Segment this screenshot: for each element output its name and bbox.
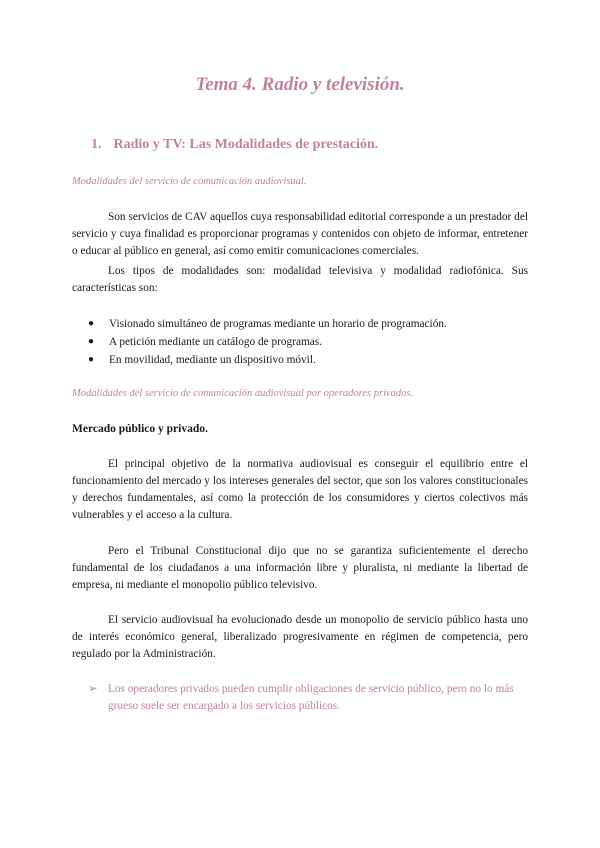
bullet-list — [88, 315, 528, 369]
list-item-text: A petición mediante un catálogo de programas. — [109, 336, 323, 348]
list-item-text: Visionado simultáneo de programas mediante un horario de programación. — [109, 318, 447, 330]
paragraph-evolution: El servicio audiovisual ha evolucionado desde un monopolio de servicio público hasta uno de interés económico general, liberalizado progresivamente en régimen de competencia, pero regulado por la Administración. — [72, 614, 528, 660]
note-text: Los operadores privados pueden cumplir obligaciones de servicio público, pero no lo más grueso suele ser encargado a los servicios públicos. — [108, 683, 514, 712]
section-number: 1. — [91, 137, 102, 152]
list-item — [88, 333, 528, 351]
bullet-icon: ● — [88, 336, 95, 347]
arrow-bullet-icon: ➢ — [88, 683, 98, 695]
section-heading-text: Radio y TV: Las Modalidades de prestación. — [113, 137, 379, 152]
list-item — [88, 351, 528, 369]
bullet-icon: ● — [88, 318, 95, 329]
paragraph-tribunal: Pero el Tribunal Constitucional dijo que no se garantiza suficientemente el derecho fundamental de los ciudadanos a una información libre y pluralista, ni mediante la libertad de empresa, ni mediante el monopolio público televisivo. — [72, 545, 528, 591]
note-private-operators — [88, 681, 528, 715]
bullet-icon: ● — [88, 354, 95, 365]
paragraph-objective: El principal objetivo de la normativa audiovisual es conseguir el equilibrio entre el funcionamiento del mercado y los intereses generales del sector, que son los valores constitucionales y derechos fundamentales, así como la protección de los consumidores y ciertos colectivos más vulnerables y el acceso a la cultura. — [72, 458, 528, 521]
list-item — [88, 315, 528, 333]
bold-heading-mercado: Mercado público y privado. — [72, 423, 208, 435]
subheading-operadores-privados: Modalidades del servicio de comunicación audiovisual por operadores privados. — [72, 388, 414, 399]
page-title: Tema 4. Radio y televisión. — [195, 74, 405, 95]
subheading-modalidades: Modalidades del servicio de comunicación audiovisual. — [72, 176, 307, 187]
paragraph-types: Los tipos de modalidades son: modalidad televisiva y modalidad radiofónica. Sus características son: — [72, 265, 528, 294]
paragraph-definition: Son servicios de CAV aquellos cuya responsabilidad editorial corresponde a un prestador del servicio y cuya finalidad es proporcionar programas y contenidos con objeto de informar, entretener o educar al público en general, así como emitir comunicaciones comerciales. — [72, 211, 528, 257]
section-heading — [91, 137, 378, 153]
list-item-text: En movilidad, mediante un dispositivo móvil. — [109, 354, 316, 366]
